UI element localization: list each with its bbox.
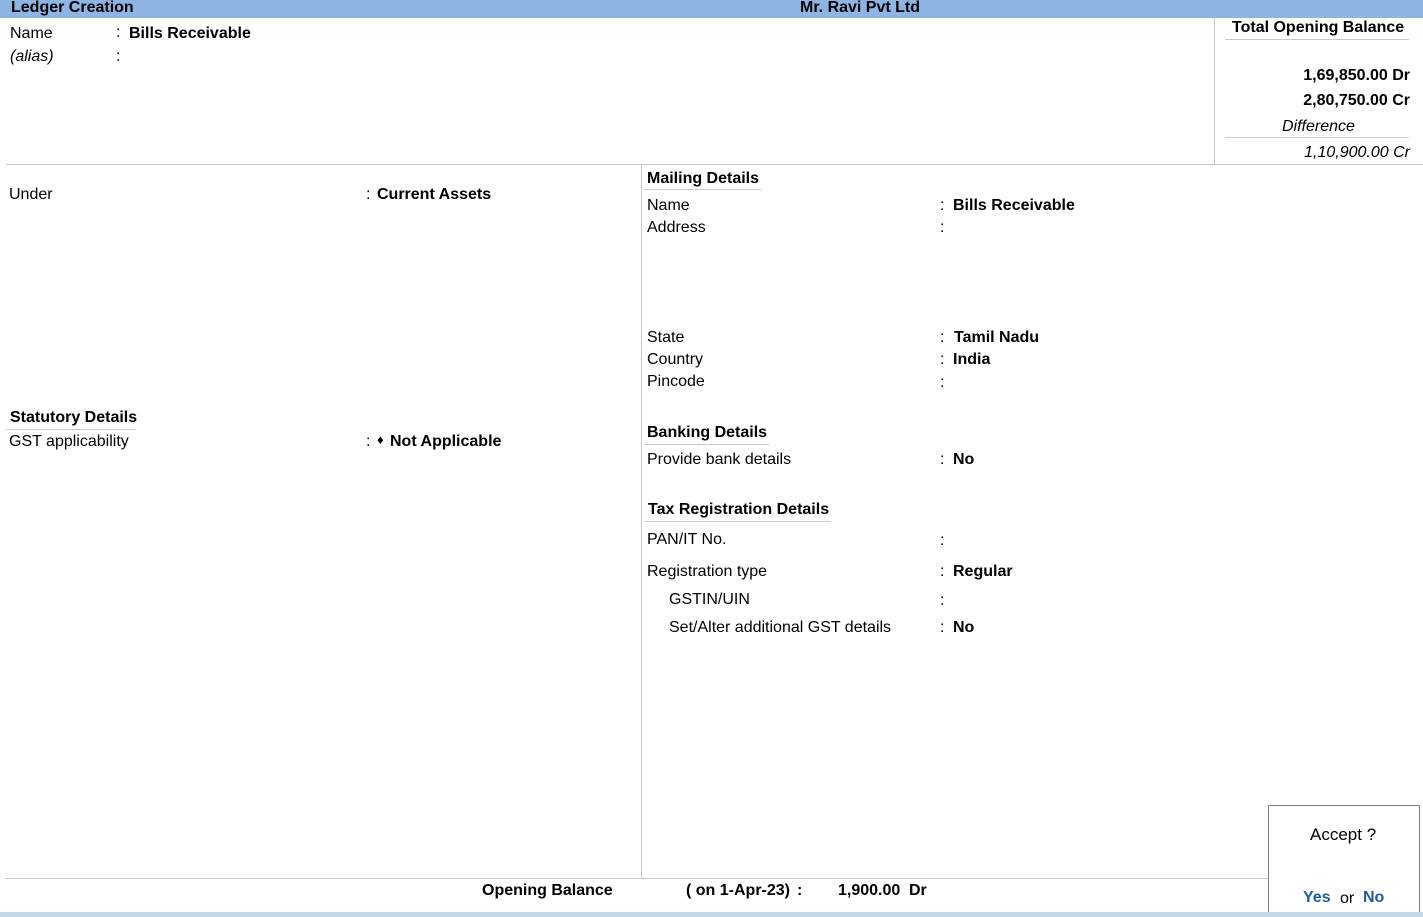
alias-input[interactable] xyxy=(129,48,429,66)
address-separator: : xyxy=(940,219,945,236)
under-label: Under xyxy=(9,186,53,203)
country-separator: : xyxy=(940,351,945,368)
gst-applicability-separator: : xyxy=(366,433,371,450)
country-label: Country xyxy=(647,351,704,368)
mailing-title-underline xyxy=(645,189,761,190)
tax-title-underline xyxy=(645,521,831,522)
totals-panel-divider xyxy=(1214,18,1215,164)
state-label: State xyxy=(647,329,685,346)
statutory-details-title: Statutory Details xyxy=(10,409,138,426)
registration-type-label: Registration type xyxy=(647,563,768,580)
accept-dialog xyxy=(1268,805,1420,915)
statutory-title-underline xyxy=(6,429,136,430)
alias-label: (alias) xyxy=(10,48,54,65)
pan-label: PAN/IT No. xyxy=(647,531,727,548)
pincode-separator: : xyxy=(940,374,945,391)
difference-value: 1,10,900.00 Cr xyxy=(1304,144,1410,161)
pincode-input[interactable] xyxy=(953,373,1153,391)
additional-gst-value[interactable]: No xyxy=(953,619,975,636)
accept-yes-button[interactable]: Yes xyxy=(1303,889,1331,906)
bottom-strip xyxy=(0,912,1423,917)
gstin-input[interactable] xyxy=(953,591,1153,609)
gstin-label: GSTIN/UIN xyxy=(669,591,750,608)
name-input[interactable]: Bills Receivable xyxy=(129,25,251,42)
gst-applicability-value[interactable]: Not Applicable xyxy=(390,433,502,450)
state-separator: : xyxy=(940,329,945,346)
pan-input[interactable] xyxy=(953,531,1153,549)
provide-bank-details-value[interactable]: No xyxy=(953,451,975,468)
difference-divider xyxy=(1225,137,1409,138)
footer-divider xyxy=(6,878,1268,879)
address-label: Address xyxy=(647,219,706,236)
state-value[interactable]: Tamil Nadu xyxy=(954,329,1040,346)
total-opening-balance-title: Total Opening Balance xyxy=(1232,19,1405,36)
opening-balance-label: Opening Balance xyxy=(482,882,613,899)
banking-title-underline xyxy=(645,444,769,445)
company-name: Mr. Ravi Pvt Ltd xyxy=(800,0,921,16)
registration-type-separator: : xyxy=(940,563,945,580)
accept-or-text: or xyxy=(1340,890,1355,907)
opening-balance-drcr[interactable]: Dr xyxy=(909,882,927,899)
totals-title-underline xyxy=(1225,39,1409,40)
total-credit: 2,80,750.00 Cr xyxy=(1303,92,1410,109)
opening-balance-amount[interactable]: 1,900.00 xyxy=(838,882,901,899)
provide-bank-details-label: Provide bank details xyxy=(647,451,792,468)
mailing-name-input[interactable]: Bills Receivable xyxy=(953,197,1075,214)
diamond-icon: ♦ xyxy=(377,432,384,447)
section-divider xyxy=(6,164,1423,165)
name-label: Name xyxy=(10,25,53,42)
name-separator: : xyxy=(116,24,121,41)
registration-type-value[interactable]: Regular xyxy=(953,563,1013,580)
title-bar xyxy=(0,0,1423,18)
mailing-name-separator: : xyxy=(940,197,945,214)
provide-bank-details-separator: : xyxy=(940,451,945,468)
address-input[interactable] xyxy=(953,219,1353,319)
opening-balance-date: ( on 1-Apr-23) xyxy=(686,882,790,899)
under-value[interactable]: Current Assets xyxy=(377,186,492,203)
opening-balance-separator: : xyxy=(797,882,803,899)
total-debit: 1,69,850.00 Dr xyxy=(1303,67,1410,84)
column-divider xyxy=(641,164,642,878)
additional-gst-separator: : xyxy=(940,619,945,636)
pan-separator: : xyxy=(940,532,945,549)
mailing-name-label: Name xyxy=(647,197,690,214)
screen-title: Ledger Creation xyxy=(11,0,134,16)
pincode-label: Pincode xyxy=(647,373,705,390)
additional-gst-label: Set/Alter additional GST details xyxy=(669,619,892,636)
accept-no-button[interactable]: No xyxy=(1363,889,1385,906)
banking-details-title: Banking Details xyxy=(647,424,768,441)
difference-label: Difference xyxy=(1282,118,1355,135)
tax-registration-title: Tax Registration Details xyxy=(648,501,830,518)
under-separator: : xyxy=(366,186,371,203)
mailing-details-title: Mailing Details xyxy=(647,170,760,187)
gstin-separator: : xyxy=(940,592,945,609)
country-value[interactable]: India xyxy=(953,351,991,368)
gst-applicability-label: GST applicability xyxy=(9,433,129,450)
accept-question: Accept ? xyxy=(1310,825,1377,844)
alias-separator: : xyxy=(116,48,121,65)
